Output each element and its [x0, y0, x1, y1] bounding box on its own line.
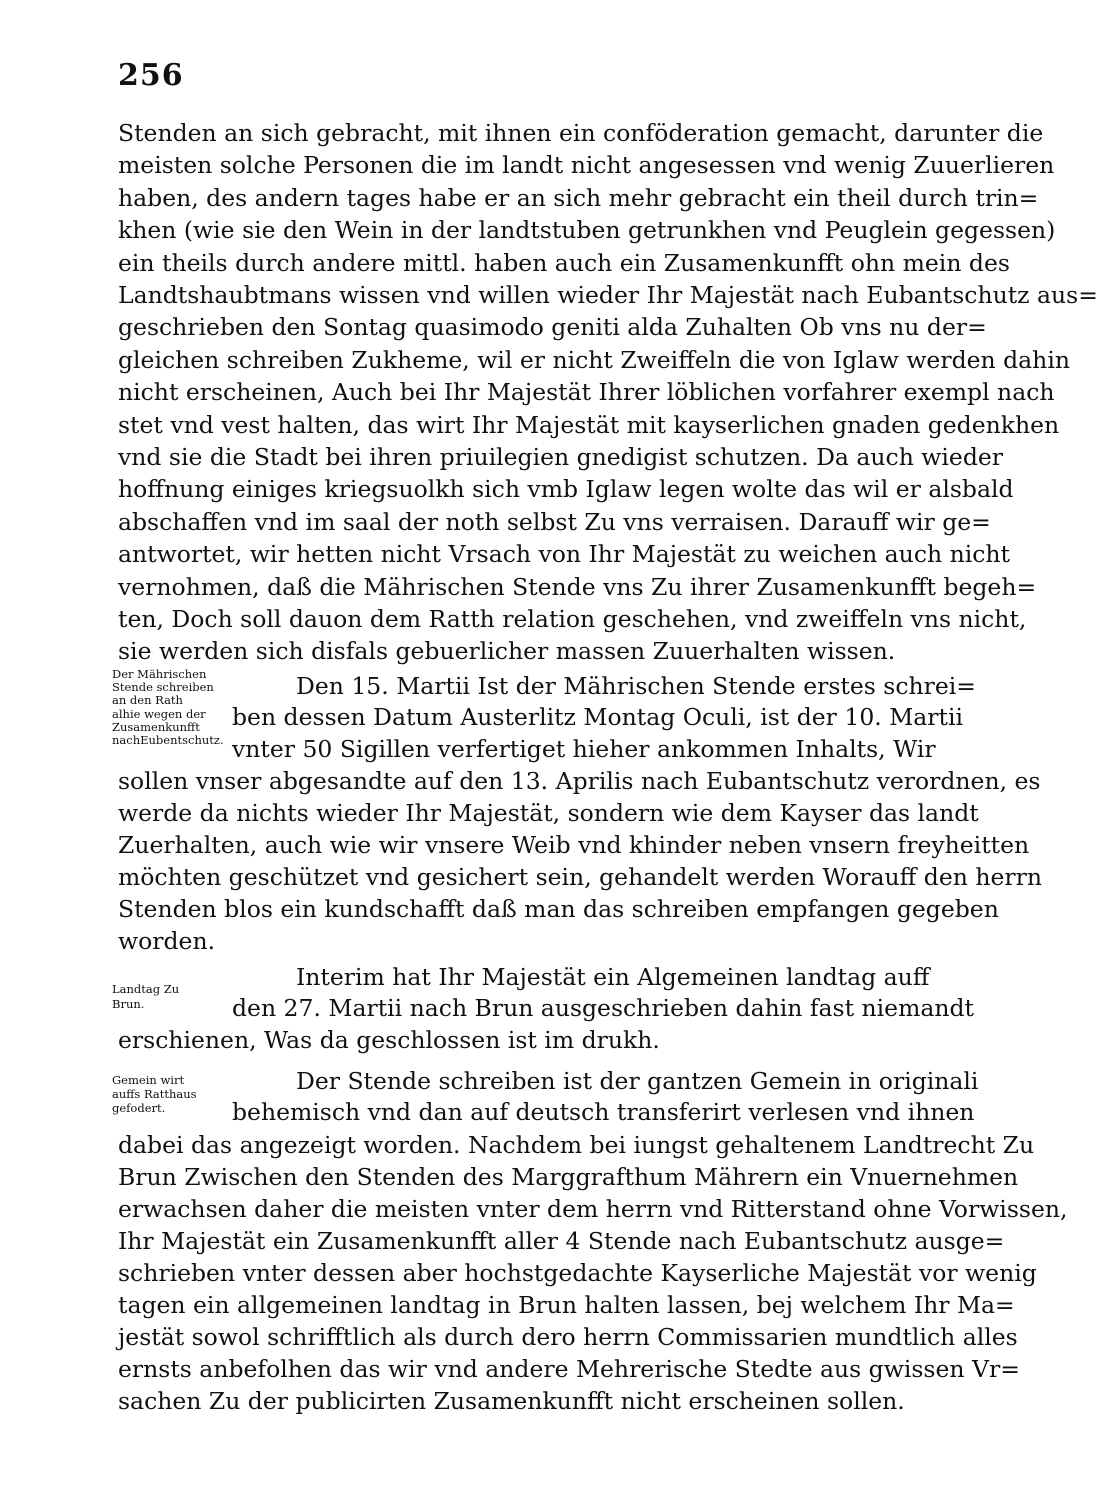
text-line: dabei das angezeigt worden. Nachdem bei iungst gehaltenem Landtrecht Zu — [118, 1131, 1035, 1159]
text-line: tagen ein allgemeinen landtag in Brun halten lassen, bej welchem Ihr Ma= — [118, 1291, 1015, 1319]
text-line: Der Stende schreiben ist der gantzen Gemein in originali — [296, 1067, 979, 1095]
text-line: abschaffen vnd im saal der noth selbst Zu vns verraisen. Darauff wir ge= — [118, 507, 991, 536]
text-line: Interim hat Ihr Majestät ein Algemeinen landtag auff — [296, 963, 930, 991]
text-line: antwortet, wir hetten nicht Vrsach von Ihr Majestät zu weichen auch nicht — [118, 540, 1010, 569]
margin-note-line: nachEubentschutz. — [112, 733, 224, 747]
text-line: meisten solche Personen die im landt nicht angesessen vnd wenig Zuuerlieren — [118, 151, 1055, 180]
text-line: khen (wie sie den Wein in der landtstuben getrunkhen vnd Peuglein gegessen) — [118, 216, 1056, 245]
text-line: sie werden sich disfals gebuerlicher massen Zuuerhalten wissen. — [118, 637, 896, 666]
text-line: stet vnd vest halten, das wirt Ihr Majestät mit kayserlichen gnaden gedenkhen — [118, 410, 1060, 439]
margin-note-line: alhie wegen der — [112, 706, 206, 721]
text-line: vernohmen, daß die Mährischen Stende vns Zu ihrer Zusamenkunfft begeh= — [118, 572, 1037, 601]
text-line: Brun Zwischen den Stenden des Marggrafthum Mährern ein Vnuernehmen — [118, 1163, 1019, 1191]
text-line: jestät sowol schrifftlich als durch dero herrn Commissarien mundtlich alles — [118, 1323, 1018, 1351]
text-line: nicht erscheinen, Auch bei Ihr Majestät Ihrer löblichen vorfahrer exempl nach — [118, 378, 1055, 407]
text-line: ernsts anbefolhen das wir vnd andere Mehrerische Stedte aus gwissen Vr= — [118, 1355, 1020, 1383]
text-line: Zuerhalten, auch wie wir vnsere Weib vnd khinder neben vnsern freyheitten — [118, 831, 1030, 859]
text-line: hoffnung einiges kriegsuolkh sich vmb Iglaw legen wolte das wil er alsbald — [118, 475, 1014, 504]
margin-note-line: Brun. — [112, 997, 145, 1011]
text-line: Stenden an sich gebracht, mit ihnen ein conföderation gemacht, darunter die — [118, 119, 1044, 147]
margin-note-line: auffs Ratthaus — [112, 1087, 197, 1101]
text-line: sachen Zu der publicirten Zusamenkunfft nicht erscheinen sollen. — [118, 1387, 905, 1415]
text-line: erwachsen daher die meisten vnter dem herrn vnd Ritterstand ohne Vorwissen, — [118, 1195, 1068, 1223]
text-line: Ihr Majestät ein Zusamenkunfft aller 4 Stende nach Eubantschutz ausge= — [118, 1227, 1005, 1255]
text-line: ein theils durch andere mittl. haben auch ein Zusamenkunfft ohn mein des — [118, 248, 1010, 277]
text-line: behemisch vnd dan auf deutsch transferirt verlesen vnd ihnen — [232, 1098, 975, 1126]
text-line: schrieben vnter dessen aber hochstgedachte Kayserliche Majestät vor wenig — [118, 1259, 1037, 1287]
text-line: werde da nichts wieder Ihr Majestät, sondern wie dem Kayser das landt — [118, 799, 979, 827]
margin-note-line: Landtag Zu — [112, 982, 180, 996]
text-line: Stenden blos ein kundschafft daß man das schreiben empfangen gegeben — [118, 895, 999, 923]
margin-note-line: Zusamenkunfft — [112, 719, 200, 734]
text-line: den 27. Martii nach Brun ausgeschrieben dahin fast niemandt — [232, 994, 974, 1022]
margin-note-line: Gemein wirt — [112, 1073, 185, 1087]
text-line: vnter 50 Sigillen verfertiget hieher ankommen Inhalts, Wir — [232, 735, 936, 763]
margin-note-line: Der Mährischen — [112, 667, 207, 681]
text-line: vnd sie die Stadt bei ihren priuilegien gnedigist schutzen. Da auch wieder — [118, 443, 1004, 471]
text-line: sollen vnser abgesandte auf den 13. Aprilis nach Eubantschutz verordnen, es — [118, 767, 1041, 795]
margin-note-line: gefodert. — [112, 1101, 166, 1115]
text-line: ten, Doch soll dauon dem Ratth relation geschehen, vnd zweiffeln vns nicht, — [118, 605, 1027, 633]
page-number: 256 — [118, 58, 184, 93]
text-line: haben, des andern tages habe er an sich mehr gebracht ein theil durch trin= — [118, 183, 1039, 212]
text-line: erschienen, Was da geschlossen ist im drukh. — [118, 1026, 660, 1054]
text-line: gleichen schreiben Zukheme, wil er nicht Zweiffeln die von Iglaw werden dahin — [118, 345, 1070, 374]
text-line: worden. — [118, 927, 216, 955]
text-line: ben dessen Datum Austerlitz Montag Oculi, ist der 10. Martii — [232, 703, 964, 731]
margin-note-line: an den Rath — [112, 693, 183, 708]
text-line: Landtshaubtmans wissen vnd willen wieder Ihr Majestät nach Eubantschutz aus= — [118, 281, 1098, 309]
margin-note-line: Stende schreiben — [112, 680, 214, 695]
text-line: möchten geschützet vnd gesichert sein, gehandelt werden Worauff den herrn — [118, 863, 1043, 891]
text-line: Den 15. Martii Ist der Mährischen Stende erstes schrei= — [296, 672, 976, 700]
text-line: geschrieben den Sontag quasimodo geniti alda Zuhalten Ob vns nu der= — [118, 313, 987, 342]
